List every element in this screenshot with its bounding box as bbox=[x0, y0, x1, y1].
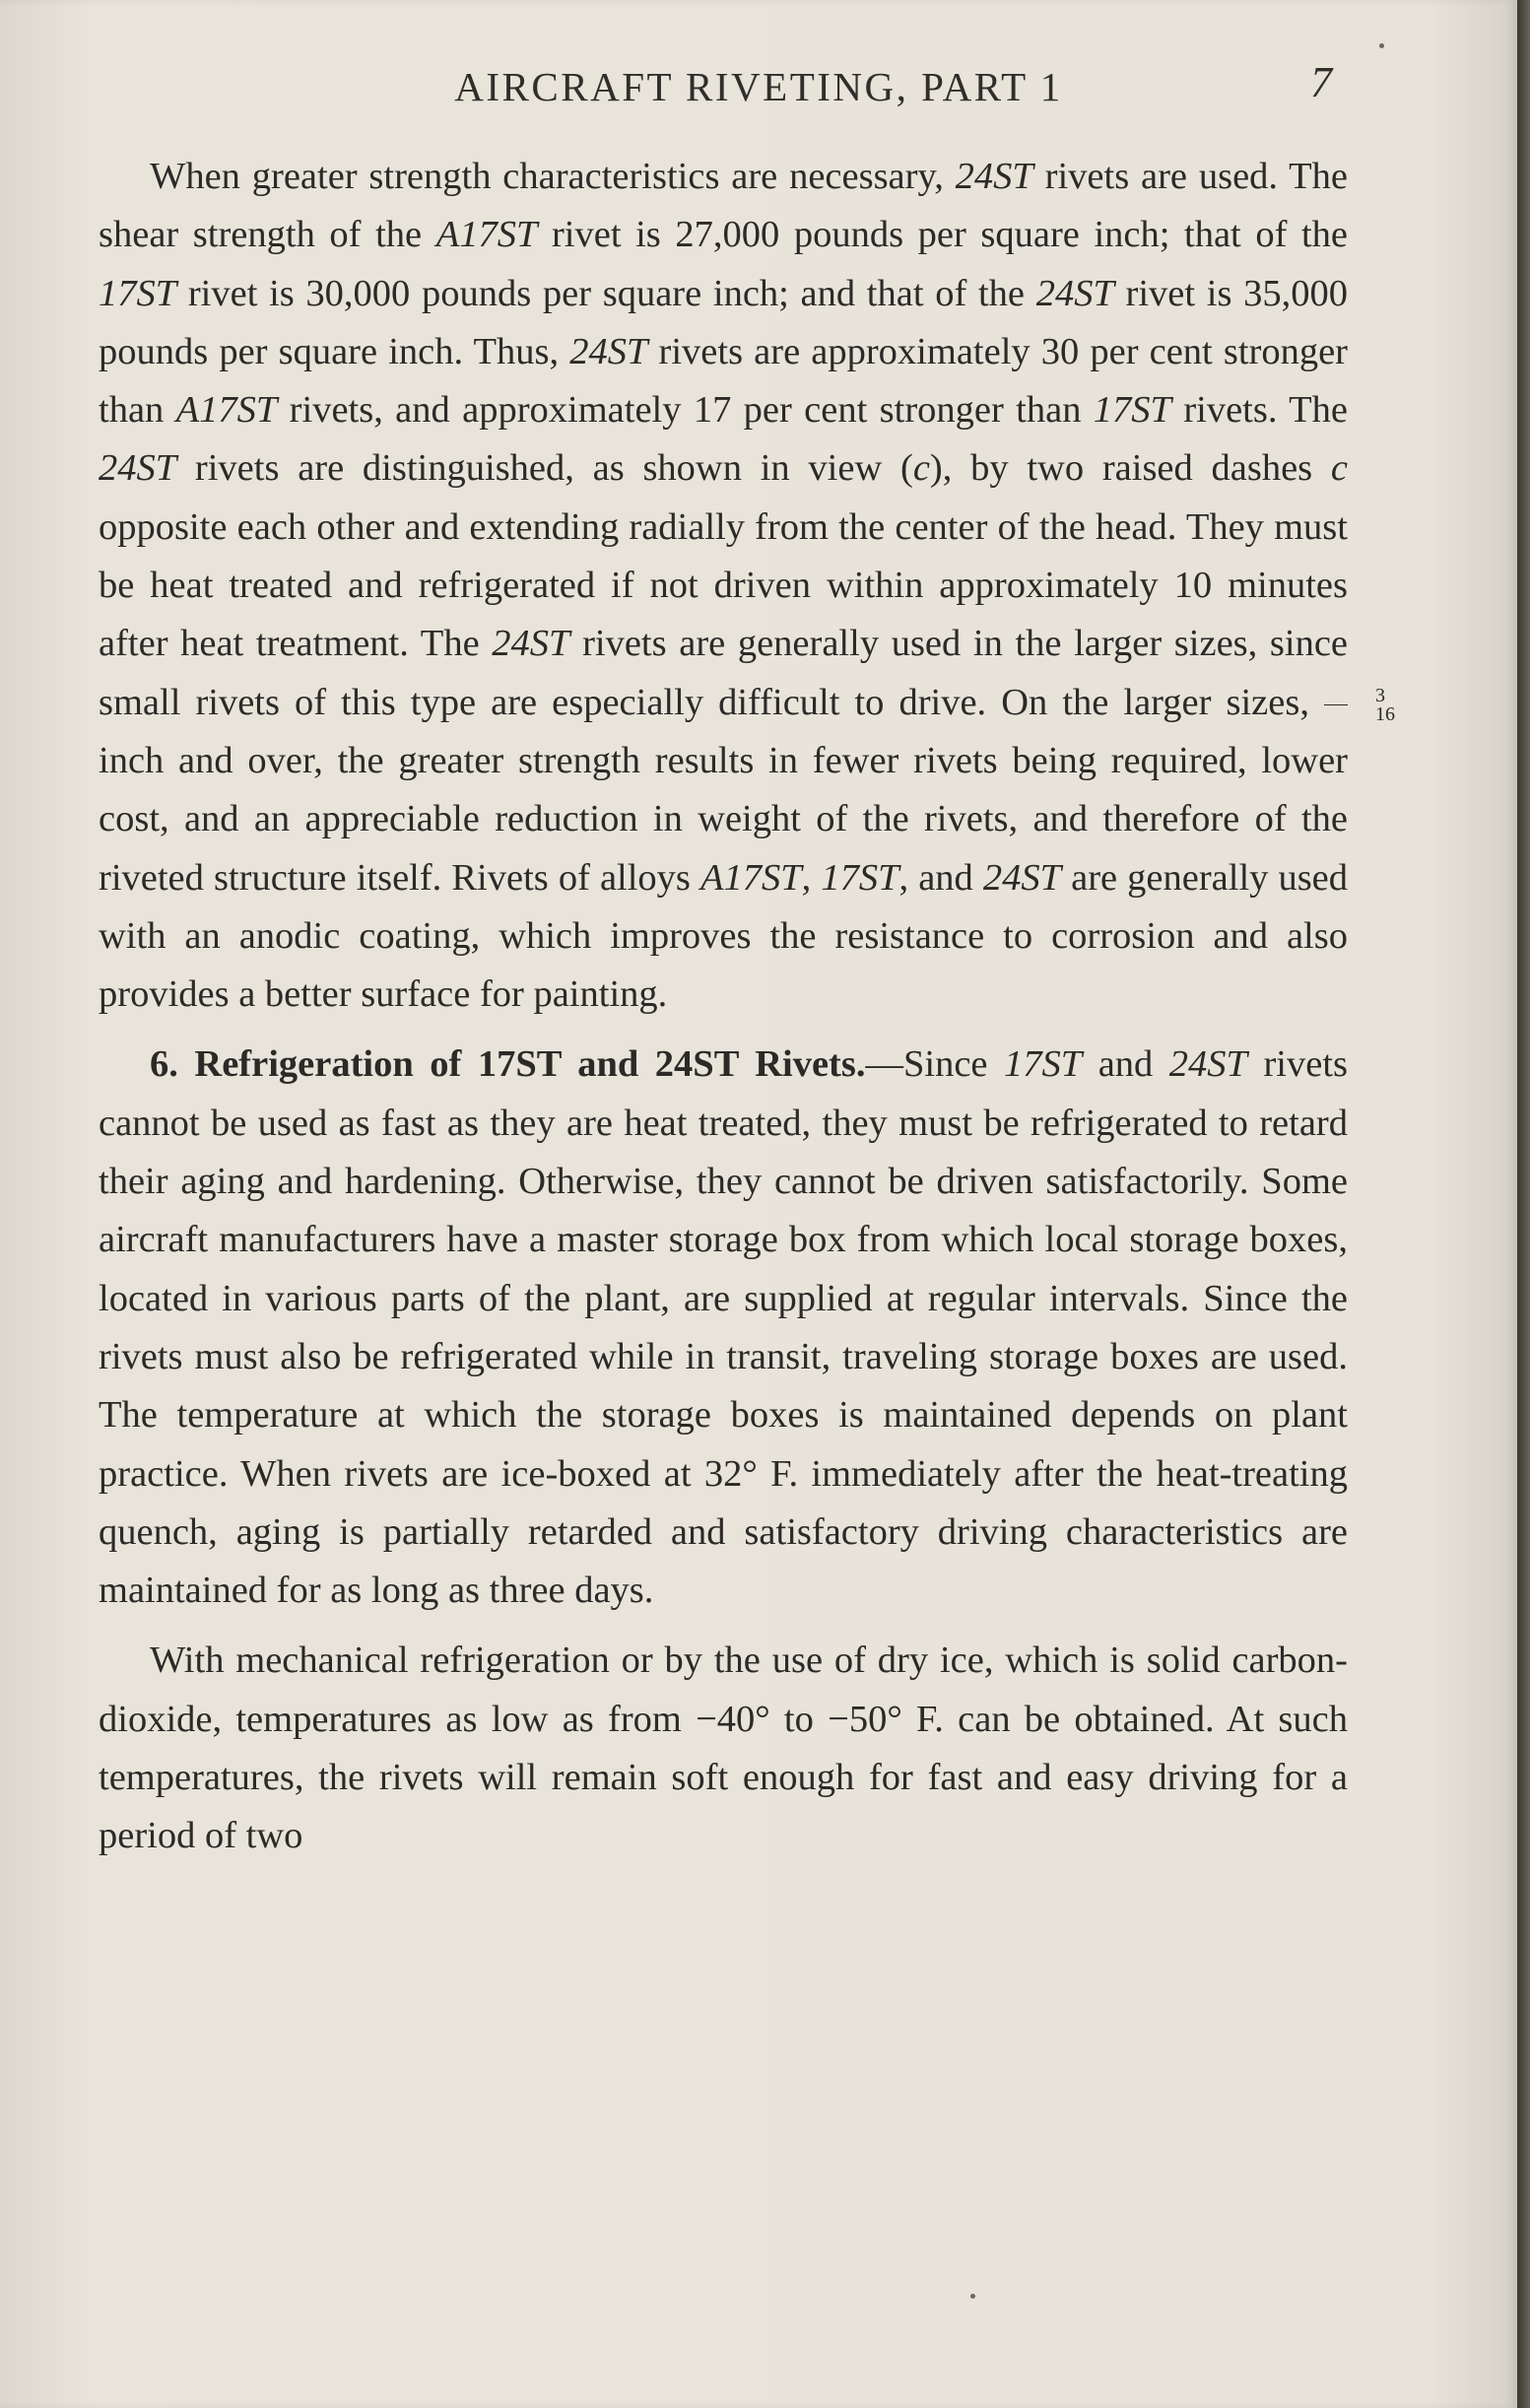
italic-term: 24ST bbox=[569, 330, 648, 372]
text-run: rivet is 35,000 pounds per square inch. Thus, bbox=[99, 272, 1348, 372]
paragraph-dry-ice bbox=[99, 1632, 1348, 1865]
italic-term: 17ST bbox=[1093, 389, 1171, 432]
section-heading: 6. bbox=[150, 1043, 195, 1086]
text-run: rivets are generally used in the larger sizes, since small rivets of this type are especially difficult to drive. On the larger sizes, bbox=[99, 623, 1348, 723]
text-run: , and bbox=[898, 856, 983, 899]
italic-term: A17ST bbox=[175, 389, 278, 432]
italic-term: 24ST bbox=[1035, 272, 1114, 314]
italic-term: 17ST bbox=[821, 856, 899, 899]
running-title: AIRCRAFT RIVETING, PART 1 bbox=[454, 64, 1063, 109]
text-run: rivets are approximately 30 per cent stronger than bbox=[99, 330, 1349, 432]
text-run: rivet is 30,000 pounds per square inch; and that of the bbox=[176, 272, 1036, 314]
italic-term: 24ST bbox=[955, 156, 1033, 197]
italic-term: A17ST bbox=[699, 856, 802, 899]
paper-speck bbox=[1379, 43, 1384, 48]
italic-term: 24ST bbox=[1168, 1043, 1247, 1086]
fraction: $\frac{3}{16}$ bbox=[1324, 687, 1348, 723]
paper-speck bbox=[970, 2294, 975, 2299]
italic-term: 24ST bbox=[99, 447, 177, 490]
text-run: rivets are used. The shear strength of the bbox=[99, 156, 1349, 256]
italic-term: 17ST bbox=[1004, 1043, 1083, 1086]
italic-term: A17ST bbox=[435, 214, 538, 256]
text-run: opposite each other and extending radially from the center of the head. They must be heat treated and refrigerated if not driven within approximately 10 minutes after heat treatment. The bbox=[99, 505, 1348, 665]
text-run: With mechanical refrigeration or by the use of dry ice, which is solid carbon-dioxide, temperatures as low as from −40° to −50° F. can be obtained. At such temperatures, the rivets will remain soft enough for fast and easy driving for a period of two bbox=[99, 1639, 1348, 1857]
page-header bbox=[0, 57, 1517, 116]
italic-term: 17ST bbox=[99, 272, 177, 314]
text-run: inch and over, the greater strength results in fewer rivets being required, lower cost, and an appreciable reduction in weight of the rivets, and therefore of the riveted structure itself. Rivets of alloys bbox=[99, 739, 1348, 899]
italic-term: c bbox=[1330, 447, 1348, 490]
text-run: —Since bbox=[865, 1043, 1005, 1086]
text-run: are generally used with an anodic coating, which improves the resistance to corrosion and also provides a better surface for painting. bbox=[99, 856, 1349, 1016]
text-run: rivet is 27,000 pounds per square inch; that of the bbox=[537, 214, 1349, 256]
text-run: , bbox=[801, 856, 822, 899]
page-number: 7 bbox=[1310, 58, 1332, 106]
page-edge-shadow bbox=[1517, 0, 1530, 2408]
paragraph-section-6-refrigeration bbox=[99, 1036, 1348, 1620]
italic-term: c bbox=[912, 447, 930, 490]
body-text bbox=[99, 148, 1395, 1866]
italic-term: 24ST bbox=[982, 856, 1062, 899]
italic-term: 24ST bbox=[492, 623, 570, 665]
section-heading: Refrigeration of 17ST and 24ST Rivets. bbox=[194, 1043, 866, 1086]
text-run: rivets are distinguished, as shown in view ( bbox=[176, 447, 913, 490]
text-run: rivets. The bbox=[1170, 389, 1348, 432]
paragraph-rivet-strength bbox=[99, 148, 1395, 1024]
text-run: and bbox=[1082, 1043, 1169, 1086]
text-run: rivets cannot be used as fast as they are heat treated, they must be refrigerated to retard their aging and hardening. Otherwise, they cannot be driven satisfactorily. Some aircraft manufacturers have a master storage box from which local storage boxes, located in various parts of the plant, are supplied at regular intervals. Since the rivets must also be refrigerated while in transit, traveling storage boxes are used. The temperature at which the storage boxes is maintained depends on plant practice. When rivets are ice-boxed at 32° F. immediately after the heat-treating quench, aging is partially retarded and satisfactory driving characteristics are maintained for as long as three days. bbox=[99, 1043, 1349, 1612]
text-run: ), by two raised dashes bbox=[929, 447, 1331, 490]
text-run: When greater strength characteristics are necessary, bbox=[150, 156, 956, 197]
text-run: rivets, and approximately 17 per cent stronger than bbox=[277, 389, 1094, 432]
